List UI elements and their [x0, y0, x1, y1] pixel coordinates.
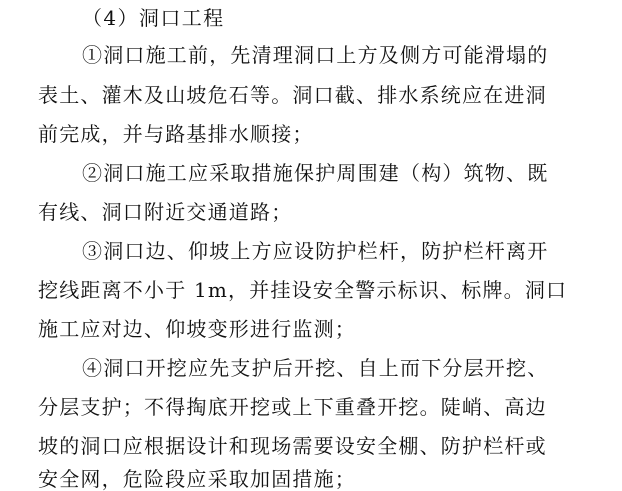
paragraph-line: ③洞口边、仰坡上方应设防护栏杆，防护栏杆离开: [82, 239, 549, 263]
paragraph-line: 施工应对边、仰坡变形进行监测；: [38, 317, 356, 341]
paragraph-line: ①洞口施工前，先清理洞口上方及侧方可能滑塌的: [82, 43, 549, 67]
paragraph-line: 安全网，危险段应采取加固措施；: [38, 467, 356, 491]
section-heading: （4）洞口工程: [82, 6, 225, 30]
paragraph-line: 前完成，并与路基排水顺接；: [38, 122, 314, 146]
paragraph-line: ④洞口开挖应先支护后开挖、自上而下分层开挖、: [82, 356, 549, 380]
paragraph-line: 分层支护；不得掏底开挖或上下重叠开挖。陡峭、高边: [38, 395, 547, 419]
paragraph-line: 有线、洞口附近交通道路；: [38, 200, 293, 224]
paragraph-line: 挖线距离不小于 1m，并挂设安全警示标识、标牌。洞口: [38, 278, 568, 302]
paragraph-line: 坡的洞口应根据设计和现场需要设安全棚、防护栏杆或: [38, 434, 547, 458]
paragraph-line: 表土、灌木及山坡危石等。洞口截、排水系统应在进洞: [38, 83, 547, 107]
paragraph-line: ②洞口施工应采取措施保护周围建（构）筑物、既: [82, 161, 549, 185]
